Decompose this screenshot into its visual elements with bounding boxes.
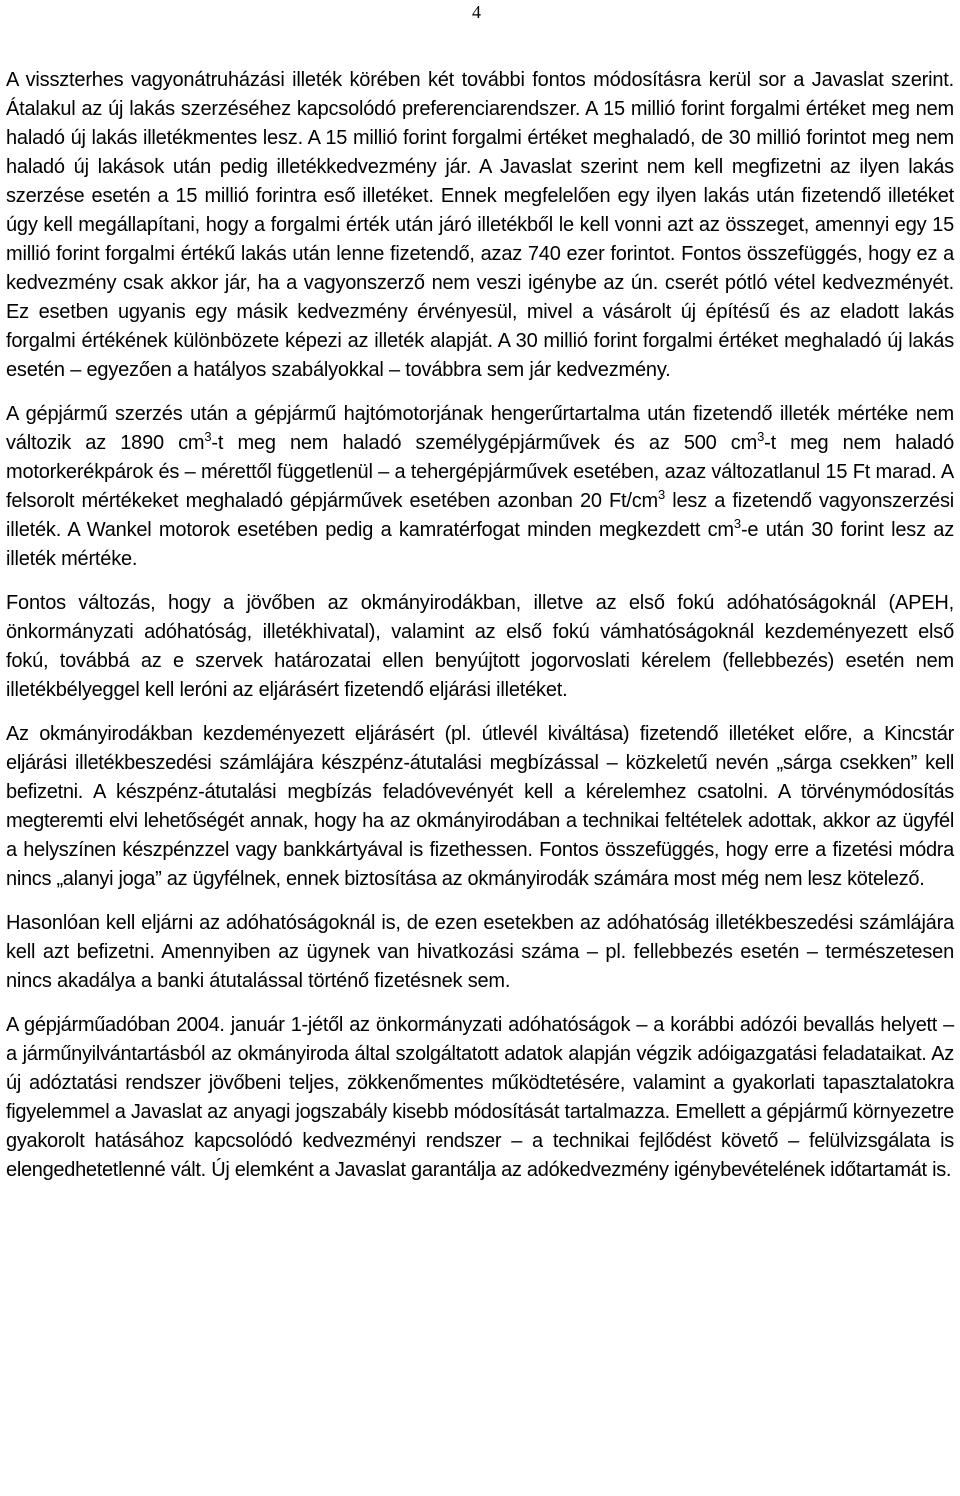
paragraph-procedural-fee-change: Fontos változás, hogy a jövőben az okmányirodákban, illetve az első fokú adóhatóságoknál (APEH, önkormányzati adóhatóság, illetékhivatal), valamint az első fokú vámhatóságoknál kezdeményezett első fokú, továbbá az e szervek határozatai ellen benyújtott jogorvoslati kérelem (fellebbezés) esetén nem illetékbélyeggel kell leróni az eljárásért fizetendő eljárási illetéket.	[6, 592, 954, 701]
paragraph-vehicle-tax: A gépjárműadóban 2004. január 1-jétől az önkormányzati adóhatóságok – a korábbi adózói bevallás helyett – a járműnyilvántartásból az okmányiroda által szolgáltatott adatok alapján végzik adóigazgatási feladataikat. Az új adóztatási rendszer jövőbeni teljes, zökkenőmentes működtetésére, valamint a gyakorlati tapasztalatokra figyelemmel a Javaslat az anyagi jogszabály kisebb módosítását tartalmazza. Emellett a gépjármű környezetre gyakorolt hatásához kapcsolódó kedvezményi rendszer – a technikai fejlődést követő – felülvizsgálata is elengedhetetlenné vált. Új elemként a Javaslat garantálja az adókedvezmény igénybevételének időtartamát is.	[6, 1014, 954, 1181]
paragraph-text-segment: -t meg nem haladó személygépjárművek és az 500 cm	[211, 432, 758, 454]
paragraph-text-segment: -e után 30 forint lesz az illeték mértéke.	[6, 519, 954, 570]
paragraph-vehicle-acquisition-duty	[6, 400, 954, 574]
paragraph-property-transfer-duty: A visszterhes vagyonátruházási illeték körében két további fontos módosításra kerül sor a Javaslat szerint. Átalakul az új lakás szerzéséhez kapcsolódó preferenciarendszer. A 15 millió forint forgalmi értéket meg nem haladó új lakás illetékmentes lesz. A 15 millió forint forgalmi értéket meghaladó, de 30 millió forintot meg nem haladó új lakások után pedig illetékkedvezmény jár. A Javaslat szerint nem kell megfizetni az ilyen lakás szerzése esetén a 15 millió forintra eső illetéket. Ennek megfelelően egy ilyen lakás után fizetendő illetéket úgy kell megállapítani, hogy a forgalmi érték után járó illetékből le kell vonni azt az összeget, amennyi egy 15 millió forint forgalmi értékű lakás után lenne fizetendő, azaz 740 ezer forintot. Fontos összefüggés, hogy ez a kedvezmény csak akkor jár, ha a vagyonszerző nem veszi igénybe az ún. cserét pótló vétel kedvezményét. Ez esetben ugyanis egy másik kedvezmény érvényesül, mivel a vásárolt új építésű és az eladott lakás forgalmi értékének különbözete képezi az illeték alapját. A 30 millió forint forgalmi értéket meghaladó új lakás esetén – egyezően a hatályos szabályokkal – továbbra sem jár kedvezmény.	[6, 69, 954, 381]
page-number: 4	[472, 2, 481, 22]
document-body	[6, 66, 954, 1185]
paragraph-document-office-payment: Az okmányirodákban kezdeményezett eljárásért (pl. útlevél kiváltása) fizetendő illetéket előre, a Kincstár eljárási illetékbeszedési számlájára készpénz-átutalási megbízással – közkeletű nevén „sárga csekken” kell befizetni. A készpénz-átutalási megbízás feladóvevényét kell a kérelemhez csatolni. A törvénymódosítás megteremti elvi lehetőségét annak, hogy ha az okmányirodában a technikai feltételek adottak, akkor az ügyfél a helyszínen készpénzzel vagy bankkártyával is fizethessen. Fontos összefüggés, hogy erre a fizetési módra nincs „alanyi joga” az ügyfélnek, ennek biztosítása az okmányirodák számára most még nem lesz kötelező.	[6, 723, 954, 890]
paragraph-text-segment: -t meg nem haladó motorkerékpárok és – mérettől függetlenül – a tehergépjárművek esetében, azaz változatlanul 15 Ft marad. A felsorolt mértékeket meghaladó gépjárművek esetében azonban 20 Ft/cm	[6, 432, 955, 512]
superscript: 3	[204, 429, 212, 444]
paragraph-text-segment: lesz a fizetendő vagyonszerzési illeték. A Wankel motorok esetében pedig a kamratérfogat minden megkezdett cm	[6, 490, 954, 541]
paragraph-tax-authority-payment: Hasonlóan kell eljárni az adóhatóságoknál is, de ezen esetekben az adóhatóság illetékbeszedési számlájára kell azt befizetni. Amennyiben az ügynek van hivatkozási száma – pl. fellebbezés esetén – természetesen nincs akadálya a banki átutalással történő fizetésnek sem.	[6, 912, 954, 992]
paragraph-text-segment: A gépjármű szerzés után a gépjármű hajtómotorjának hengerűrtartalma után fizetendő illeték mértéke nem változik az 1890 cm	[6, 403, 954, 454]
superscript: 3	[733, 516, 741, 531]
superscript: 3	[757, 429, 765, 444]
superscript: 3	[658, 487, 666, 502]
